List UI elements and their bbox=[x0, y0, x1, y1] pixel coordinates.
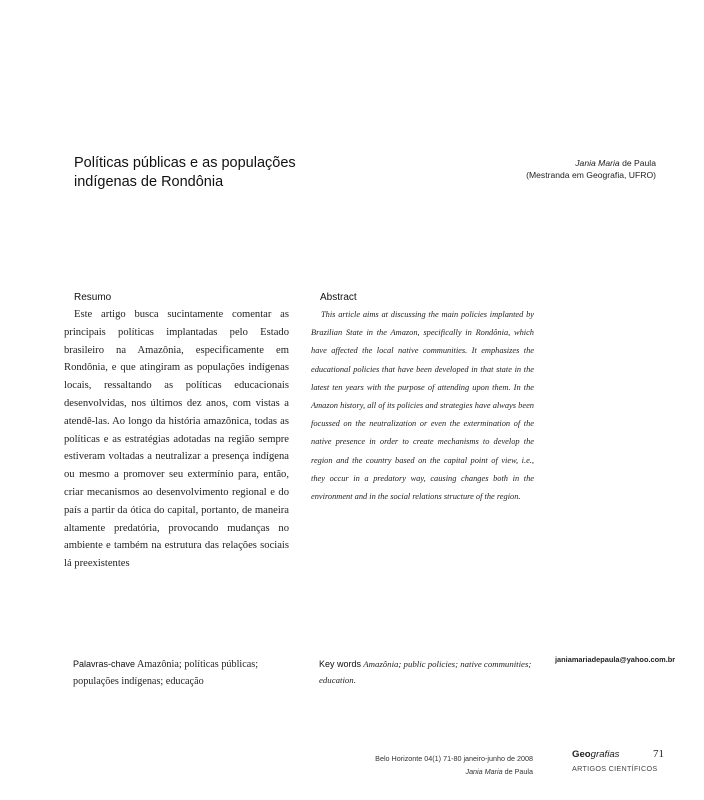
article-title-line-2: indígenas de Rondônia bbox=[74, 174, 224, 190]
author-given-name: Jania Maria bbox=[575, 158, 620, 168]
abstract-heading: Abstract bbox=[320, 292, 357, 303]
abstract-body: This article aims at discussing the main policies implanted by Brazilian State in the Amazon, specifically in Rondônia, which have affected the local native communities. It emphasizes the educational policies that have been developed in that state in the latest ten years with the purpose of attending upon them. In the Amazon history, all of its policies and strategies have always been focussed on the neutralization or even the extermination of the native presence in order to create mechanisms to develop the region and the country based on the capital point of view, i.e., they occur in a predatory way, causing changes both in the environment and in the social relations structure of the region. bbox=[311, 310, 534, 502]
article-title bbox=[74, 154, 374, 192]
footer-author bbox=[375, 765, 533, 778]
journal-logo-bold: Geo bbox=[572, 749, 591, 760]
keywords-en-values: Amazônia; public policies; native communities; education. bbox=[319, 659, 532, 685]
author-email[interactable]: janiamariadepaula@yahoo.com.br bbox=[555, 655, 676, 664]
footer-author-family: de Paula bbox=[504, 767, 533, 776]
section-label: ARTIGOS CIENTÍFICOS bbox=[572, 764, 658, 773]
author-name bbox=[526, 157, 656, 169]
footer-citation-block bbox=[375, 752, 533, 778]
author-family-name: de Paula bbox=[622, 158, 656, 168]
keywords-english bbox=[319, 656, 534, 688]
resumo-body: Este artigo busca sucintamente comentar as principais políticas implantadas pelo Estado brasileiro na Amazônia, especificamente em Rondônia, e que atingiram as populações indígenas locais, ressaltando as políticas educacionais desenvolvidas, nos últimos dez anos, com vistas a atendê-las. Ao longo da história amazônica, todas as políticas e as estratégias adotadas na região sempre estiveram voltadas a neutralizar a presença indígena ou mesmo a promover seu extermínio para, então, criar mecanismos ao desenvolvimento regional e do país a partir da ótica do capital, portanto, de maneira altamente predatória, provocando mudanças no ambiente e também na estrutura das relações sociais lá preexistentes bbox=[64, 309, 289, 570]
keywords-portuguese bbox=[73, 656, 303, 690]
keywords-pt-label: Palavras-chave bbox=[73, 659, 136, 669]
keywords-en-label: Key words bbox=[319, 659, 362, 669]
footer-author-given: Jania Maria bbox=[465, 767, 503, 776]
keywords-pt-values: Amazônia; políticas públicas; populações indígenas; educação bbox=[73, 659, 259, 687]
author-affiliation: (Mestranda em Geografia, UFRO) bbox=[526, 170, 656, 180]
journal-logo-light: grafias bbox=[590, 749, 620, 760]
author-block bbox=[526, 157, 656, 181]
resumo-heading: Resumo bbox=[74, 292, 112, 303]
page-number: 71 bbox=[653, 748, 664, 760]
footer-citation: Belo Horizonte 04(1) 71-80 janeiro-junho de 2008 bbox=[375, 754, 533, 763]
article-title-line-1: Políticas públicas e as populações bbox=[74, 155, 296, 171]
journal-logo bbox=[572, 749, 619, 760]
